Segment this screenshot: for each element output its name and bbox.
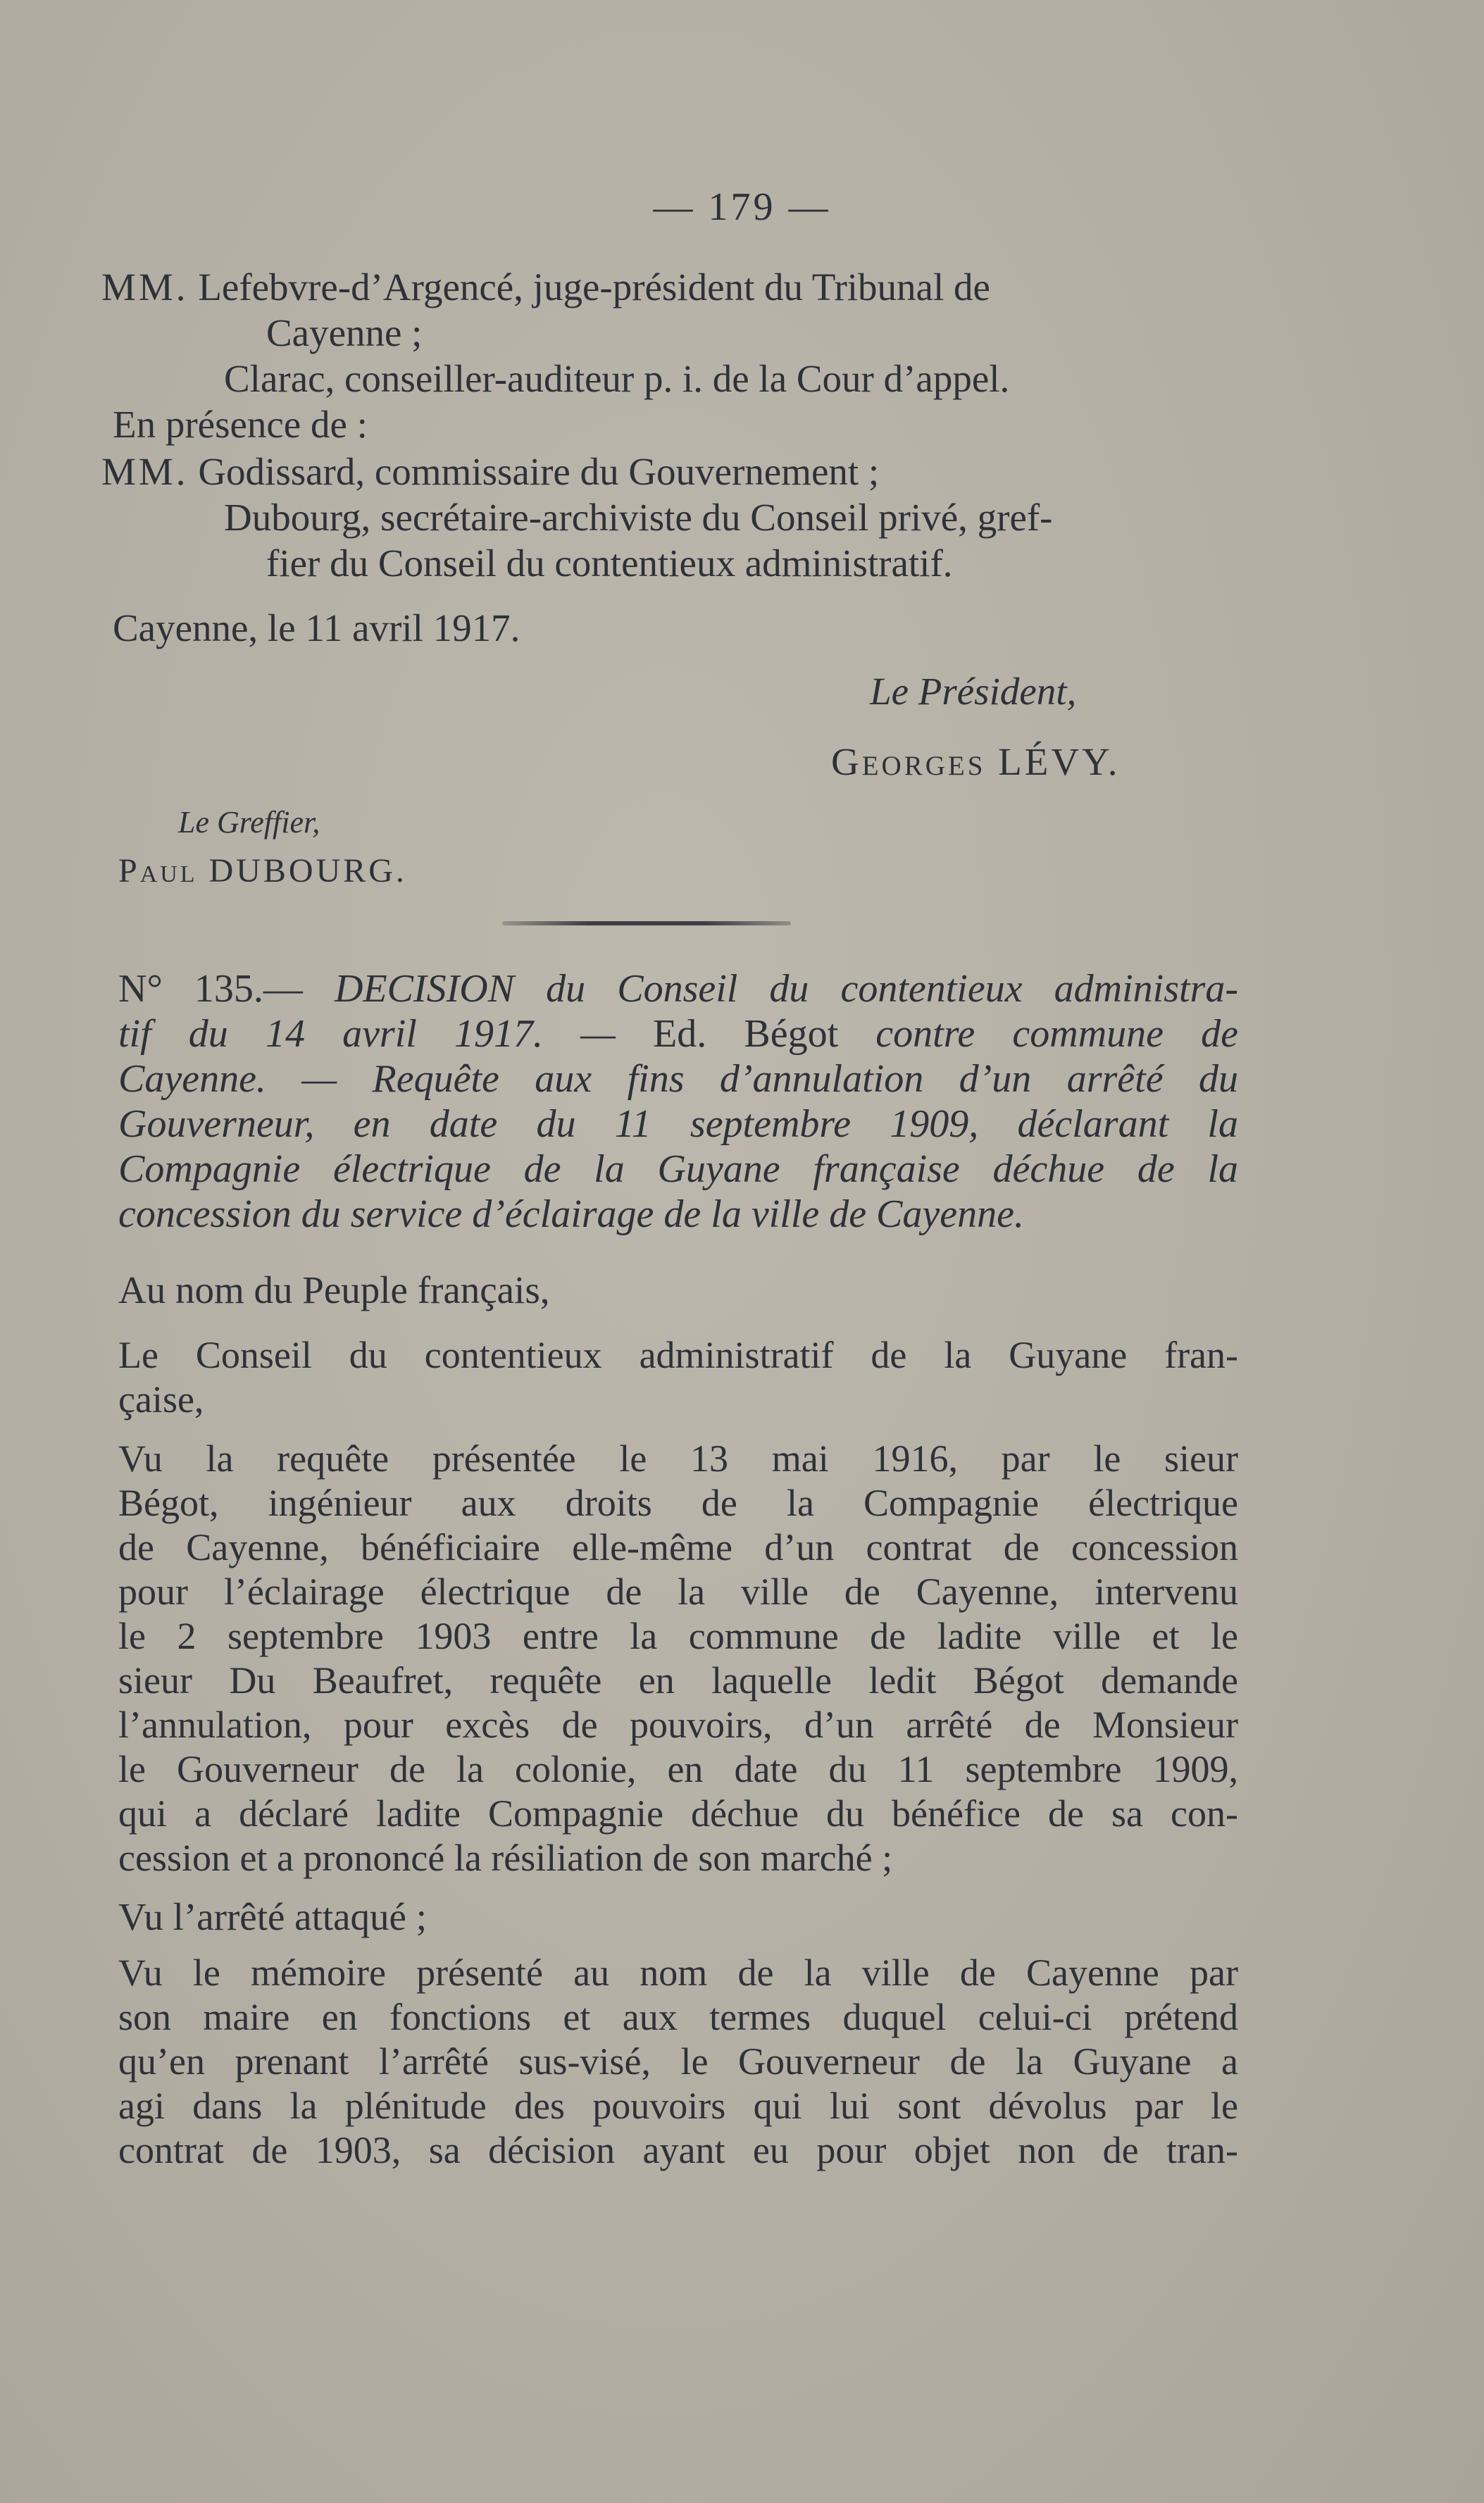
decision-heading-line-4: Gouverneur, en date du 11 septembre 1909, déclarant la	[118, 1102, 1238, 1146]
greffier-name: Paul DUBOURG.	[118, 852, 407, 890]
body-paragraph-1: Au nom du Peuple français,	[118, 1268, 550, 1311]
body-paragraph-2	[118, 1333, 1238, 1422]
body-paragraph-4: Vu l’arrêté attaqué ;	[118, 1895, 427, 1938]
decision-heading-line-2	[118, 1011, 1238, 1056]
body-paragraph-3-line: Bégot, ingénieur aux droits de la Compagnie électrique	[118, 1482, 1238, 1524]
body-paragraph-3-line: qui a déclaré ladite Compagnie déchue du bénéfice de sa con-	[118, 1792, 1238, 1835]
header-line-1-text: Lefebvre-d’Argencé, juge-président du Tribunal de	[198, 266, 990, 308]
decision-heading-line-1	[118, 966, 1238, 1011]
header-mm-1: MM.	[101, 266, 189, 308]
decision-number: N° 135.—	[118, 967, 303, 1011]
header-line-5	[101, 449, 879, 494]
body-paragraph-5-line: qu’en prenant l’arrêté sus-visé, le Gouverneur de la Guyane a	[118, 2040, 1238, 2083]
body-paragraph-3-line: sieur Du Beaufret, requête en laquelle ledit Bégot demande	[118, 1659, 1238, 1702]
header-line-1	[101, 265, 990, 310]
body-paragraph-5-line: son maire en fonctions et aux termes duquel celui-ci prétend	[118, 1996, 1238, 2038]
body-paragraph-3-line: Vu la requête présentée le 13 mai 1916, par le sieur	[118, 1437, 1238, 1480]
header-line-7: fier du Conseil du contentieux administratif.	[266, 542, 953, 585]
president-name: Georges LÉVY.	[831, 740, 1121, 783]
header-line-2: Cayenne ;	[266, 311, 423, 354]
body-paragraph-3-line: le Gouverneur de la colonie, en date du 11 septembre 1909,	[118, 1748, 1238, 1790]
header-line-3: Clarac, conseiller-auditeur p. i. de la Cour d’appel.	[224, 357, 1010, 400]
header-line-6: Dubourg, secrétaire-archiviste du Conseil privé, gref-	[224, 496, 1053, 539]
decision-heading-line-3: Cayenne. — Requête aux fins d’annulation d’un arrêté du	[118, 1057, 1238, 1101]
greffier-title: Le Greffier,	[178, 805, 320, 839]
body-paragraph-2-line-1: Le Conseil du contentieux administratif de la Guyane fran-	[118, 1334, 1238, 1376]
body-paragraph-3-line: le 2 septembre 1903 entre la commune de ladite ville et le	[118, 1615, 1238, 1657]
decision-heading	[118, 966, 1238, 1237]
body-paragraph-5-line: Vu le mémoire présenté au nom de la ville de Cayenne par	[118, 1952, 1238, 1994]
decision-title-word: DECISION	[334, 967, 515, 1011]
header-mm-2: MM.	[101, 450, 189, 493]
body-paragraph-3-line: cession et a prononcé la résiliation de son marché ;	[118, 1837, 893, 1879]
header-line-4: En présence de :	[113, 403, 368, 446]
decision-heading-line-6: concession du service d’éclairage de la ville de Cayenne.	[118, 1192, 1024, 1236]
body-paragraph-3-line: pour l’éclairage électrique de la ville de Cayenne, intervenu	[118, 1571, 1238, 1613]
page-number: — 179 —	[653, 185, 831, 229]
body-paragraph-2-line-2: çaise,	[118, 1378, 204, 1421]
body-paragraph-5	[118, 1951, 1238, 2173]
body-paragraph-3-line: de Cayenne, bénéficiaire elle-même d’un contrat de concession	[118, 1526, 1238, 1568]
decision-heading-line-2-a: tif du 14 avril 1917. —	[118, 1012, 616, 1056]
president-title: Le Président,	[870, 670, 1077, 713]
body-paragraph-3-line: l’annulation, pour excès de pouvoirs, d’un arrêté de Monsieur	[118, 1704, 1238, 1746]
body-paragraph-5-line: contrat de 1903, sa décision ayant eu pour objet non de tran-	[118, 2129, 1238, 2171]
body-paragraph-5-line: agi dans la plénitude des pouvoirs qui lui sont dévolus par le	[118, 2085, 1238, 2127]
body-paragraph-3	[118, 1437, 1238, 1880]
header-line-8: Cayenne, le 11 avril 1917.	[113, 606, 520, 649]
decision-heading-line-2-c: contre commune de	[875, 1012, 1238, 1056]
decision-party: Ed. Bégot	[653, 1012, 839, 1056]
decision-heading-line-5: Compagnie électrique de la Guyane française déchue de la	[118, 1147, 1238, 1191]
header-line-5-text: Godissard, commissaire du Gouvernement ;	[198, 450, 880, 493]
decision-heading-line-1-rest: du Conseil du contentieux administra-	[546, 967, 1238, 1011]
section-divider	[502, 921, 791, 925]
